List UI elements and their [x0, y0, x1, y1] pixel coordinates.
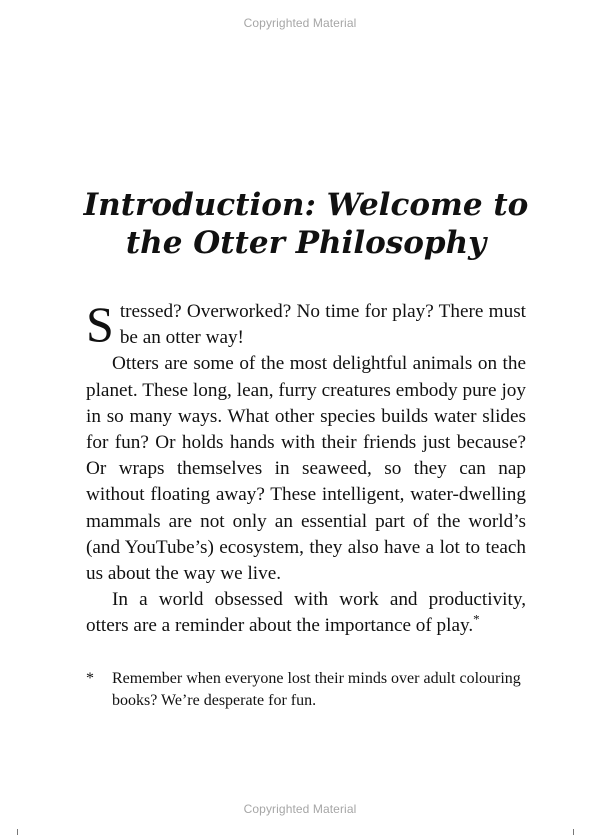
- footnote-mark: *: [86, 670, 94, 687]
- paragraph-1: [86, 296, 526, 352]
- paragraph-3: [86, 587, 526, 639]
- crop-mark-left: [17, 829, 18, 835]
- crop-mark-right: [573, 829, 574, 835]
- paragraph-1-text: tressed? Overworked? No time for play? There must be an otter way!: [119, 301, 526, 349]
- paragraph-3-text: In a world obsessed with work and productivity, otters are a reminder about the importance of play.: [86, 589, 526, 637]
- drop-cap: S: [86, 296, 114, 352]
- footnote-reference[interactable]: *: [473, 612, 480, 628]
- chapter-title-line-1: Introduction: Welcome to: [83, 187, 529, 223]
- watermark-top: Copyrighted Material: [243, 16, 357, 30]
- footnote-text: Remember when everyone lost their minds over adult colouring books? We’re desperate for fun.: [112, 670, 521, 709]
- chapter-title-line-2: the Otter Philosophy: [125, 225, 487, 261]
- paragraph-2: Otters are some of the most delightful animals on the planet. These long, lean, furry creatures embody pure joy in so many ways. What other species builds water slides for fun? Or holds hands with their friends just because? Or wraps themselves in seaweed, so they can nap without floating away? These intelligent, water-dwelling mammals are not only an essential part of the world’s (and YouTube’s) ecosystem, they also have a lot to teach us about the way we live.: [86, 353, 526, 585]
- body-text: [86, 296, 526, 640]
- watermark-bottom: Copyrighted Material: [243, 802, 357, 816]
- footnote: [86, 668, 526, 712]
- chapter-title: [0, 186, 600, 262]
